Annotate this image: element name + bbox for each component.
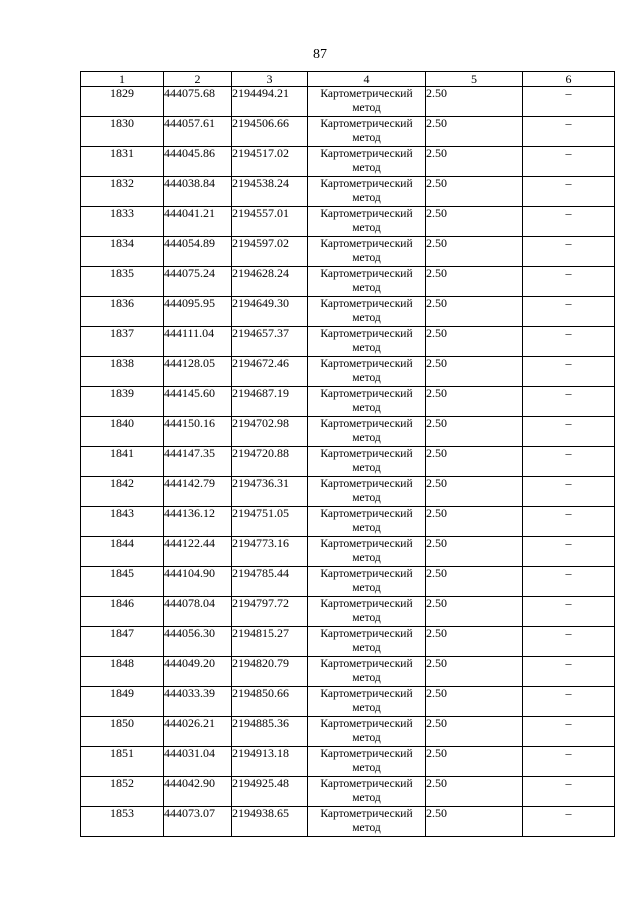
note-cell: – bbox=[523, 267, 615, 297]
y-coordinate-cell: 2194597.02 bbox=[232, 237, 308, 267]
note-cell: – bbox=[523, 537, 615, 567]
x-coordinate-cell: 444142.79 bbox=[164, 477, 232, 507]
note-cell: – bbox=[523, 687, 615, 717]
note-cell: – bbox=[523, 327, 615, 357]
table-row bbox=[81, 747, 615, 777]
note-cell: – bbox=[523, 87, 615, 117]
table-row bbox=[81, 267, 615, 297]
column-header: 3 bbox=[232, 72, 308, 87]
accuracy-cell: 2.50 bbox=[426, 747, 523, 777]
accuracy-cell: 2.50 bbox=[426, 567, 523, 597]
note-cell: – bbox=[523, 357, 615, 387]
point-number-cell: 1842 bbox=[81, 477, 164, 507]
method-cell: Картометрический метод bbox=[308, 387, 426, 417]
x-coordinate-cell: 444075.24 bbox=[164, 267, 232, 297]
note-cell: – bbox=[523, 807, 615, 837]
x-coordinate-cell: 444104.90 bbox=[164, 567, 232, 597]
note-cell: – bbox=[523, 207, 615, 237]
accuracy-cell: 2.50 bbox=[426, 87, 523, 117]
method-cell: Картометрический метод bbox=[308, 357, 426, 387]
table-row bbox=[81, 507, 615, 537]
table-row bbox=[81, 687, 615, 717]
x-coordinate-cell: 444122.44 bbox=[164, 537, 232, 567]
method-cell: Картометрический метод bbox=[308, 237, 426, 267]
x-coordinate-cell: 444042.90 bbox=[164, 777, 232, 807]
note-cell: – bbox=[523, 117, 615, 147]
table-row bbox=[81, 207, 615, 237]
x-coordinate-cell: 444095.95 bbox=[164, 297, 232, 327]
x-coordinate-cell: 444056.30 bbox=[164, 627, 232, 657]
x-coordinate-cell: 444073.07 bbox=[164, 807, 232, 837]
column-header: 1 bbox=[81, 72, 164, 87]
y-coordinate-cell: 2194702.98 bbox=[232, 417, 308, 447]
x-coordinate-cell: 444150.16 bbox=[164, 417, 232, 447]
point-number-cell: 1829 bbox=[81, 87, 164, 117]
point-number-cell: 1844 bbox=[81, 537, 164, 567]
y-coordinate-cell: 2194506.66 bbox=[232, 117, 308, 147]
y-coordinate-cell: 2194925.48 bbox=[232, 777, 308, 807]
y-coordinate-cell: 2194797.72 bbox=[232, 597, 308, 627]
method-cell: Картометрический метод bbox=[308, 117, 426, 147]
point-number-cell: 1850 bbox=[81, 717, 164, 747]
accuracy-cell: 2.50 bbox=[426, 537, 523, 567]
point-number-cell: 1841 bbox=[81, 447, 164, 477]
method-cell: Картометрический метод bbox=[308, 87, 426, 117]
note-cell: – bbox=[523, 747, 615, 777]
y-coordinate-cell: 2194913.18 bbox=[232, 747, 308, 777]
x-coordinate-cell: 444136.12 bbox=[164, 507, 232, 537]
table-row bbox=[81, 537, 615, 567]
column-header: 4 bbox=[308, 72, 426, 87]
x-coordinate-cell: 444026.21 bbox=[164, 717, 232, 747]
point-number-cell: 1843 bbox=[81, 507, 164, 537]
table-row bbox=[81, 147, 615, 177]
y-coordinate-cell: 2194938.65 bbox=[232, 807, 308, 837]
point-number-cell: 1838 bbox=[81, 357, 164, 387]
column-header: 2 bbox=[164, 72, 232, 87]
accuracy-cell: 2.50 bbox=[426, 207, 523, 237]
y-coordinate-cell: 2194736.31 bbox=[232, 477, 308, 507]
method-cell: Картометрический метод bbox=[308, 327, 426, 357]
accuracy-cell: 2.50 bbox=[426, 477, 523, 507]
column-header: 6 bbox=[523, 72, 615, 87]
note-cell: – bbox=[523, 297, 615, 327]
accuracy-cell: 2.50 bbox=[426, 447, 523, 477]
table-row bbox=[81, 627, 615, 657]
y-coordinate-cell: 2194628.24 bbox=[232, 267, 308, 297]
point-number-cell: 1833 bbox=[81, 207, 164, 237]
accuracy-cell: 2.50 bbox=[426, 237, 523, 267]
method-cell: Картометрический метод bbox=[308, 777, 426, 807]
y-coordinate-cell: 2194751.05 bbox=[232, 507, 308, 537]
page-number: 87 bbox=[313, 47, 327, 62]
accuracy-cell: 2.50 bbox=[426, 777, 523, 807]
note-cell: – bbox=[523, 777, 615, 807]
y-coordinate-cell: 2194494.21 bbox=[232, 87, 308, 117]
x-coordinate-cell: 444057.61 bbox=[164, 117, 232, 147]
note-cell: – bbox=[523, 447, 615, 477]
accuracy-cell: 2.50 bbox=[426, 717, 523, 747]
table-row bbox=[81, 117, 615, 147]
table-row bbox=[81, 387, 615, 417]
y-coordinate-cell: 2194785.44 bbox=[232, 567, 308, 597]
note-cell: – bbox=[523, 237, 615, 267]
point-number-cell: 1837 bbox=[81, 327, 164, 357]
point-number-cell: 1846 bbox=[81, 597, 164, 627]
table-row bbox=[81, 297, 615, 327]
column-header: 5 bbox=[426, 72, 523, 87]
table-row bbox=[81, 477, 615, 507]
method-cell: Картометрический метод bbox=[308, 267, 426, 297]
method-cell: Картометрический метод bbox=[308, 207, 426, 237]
table-row bbox=[81, 327, 615, 357]
coordinates-table bbox=[80, 71, 615, 837]
table-row bbox=[81, 777, 615, 807]
accuracy-cell: 2.50 bbox=[426, 177, 523, 207]
method-cell: Картометрический метод bbox=[308, 537, 426, 567]
y-coordinate-cell: 2194850.66 bbox=[232, 687, 308, 717]
y-coordinate-cell: 2194557.01 bbox=[232, 207, 308, 237]
point-number-cell: 1831 bbox=[81, 147, 164, 177]
method-cell: Картометрический метод bbox=[308, 477, 426, 507]
accuracy-cell: 2.50 bbox=[426, 417, 523, 447]
point-number-cell: 1852 bbox=[81, 777, 164, 807]
y-coordinate-cell: 2194538.24 bbox=[232, 177, 308, 207]
point-number-cell: 1832 bbox=[81, 177, 164, 207]
y-coordinate-cell: 2194885.36 bbox=[232, 717, 308, 747]
accuracy-cell: 2.50 bbox=[426, 507, 523, 537]
table-row bbox=[81, 357, 615, 387]
accuracy-cell: 2.50 bbox=[426, 687, 523, 717]
table-row bbox=[81, 597, 615, 627]
accuracy-cell: 2.50 bbox=[426, 147, 523, 177]
accuracy-cell: 2.50 bbox=[426, 357, 523, 387]
point-number-cell: 1840 bbox=[81, 417, 164, 447]
x-coordinate-cell: 444075.68 bbox=[164, 87, 232, 117]
y-coordinate-cell: 2194720.88 bbox=[232, 447, 308, 477]
x-coordinate-cell: 444054.89 bbox=[164, 237, 232, 267]
note-cell: – bbox=[523, 387, 615, 417]
table-row bbox=[81, 447, 615, 477]
method-cell: Картометрический метод bbox=[308, 417, 426, 447]
table-row bbox=[81, 567, 615, 597]
table-header-row bbox=[81, 72, 615, 87]
note-cell: – bbox=[523, 147, 615, 177]
point-number-cell: 1848 bbox=[81, 657, 164, 687]
table-row bbox=[81, 807, 615, 837]
accuracy-cell: 2.50 bbox=[426, 387, 523, 417]
point-number-cell: 1847 bbox=[81, 627, 164, 657]
x-coordinate-cell: 444031.04 bbox=[164, 747, 232, 777]
note-cell: – bbox=[523, 627, 615, 657]
point-number-cell: 1839 bbox=[81, 387, 164, 417]
method-cell: Картометрический метод bbox=[308, 657, 426, 687]
point-number-cell: 1834 bbox=[81, 237, 164, 267]
accuracy-cell: 2.50 bbox=[426, 597, 523, 627]
method-cell: Картометрический метод bbox=[308, 177, 426, 207]
x-coordinate-cell: 444111.04 bbox=[164, 327, 232, 357]
point-number-cell: 1845 bbox=[81, 567, 164, 597]
note-cell: – bbox=[523, 477, 615, 507]
x-coordinate-cell: 444147.35 bbox=[164, 447, 232, 477]
y-coordinate-cell: 2194517.02 bbox=[232, 147, 308, 177]
method-cell: Картометрический метод bbox=[308, 507, 426, 537]
method-cell: Картометрический метод bbox=[308, 747, 426, 777]
table-row bbox=[81, 657, 615, 687]
x-coordinate-cell: 444078.04 bbox=[164, 597, 232, 627]
x-coordinate-cell: 444041.21 bbox=[164, 207, 232, 237]
method-cell: Картометрический метод bbox=[308, 807, 426, 837]
method-cell: Картометрический метод bbox=[308, 597, 426, 627]
method-cell: Картометрический метод bbox=[308, 717, 426, 747]
table-row bbox=[81, 87, 615, 117]
x-coordinate-cell: 444128.05 bbox=[164, 357, 232, 387]
point-number-cell: 1853 bbox=[81, 807, 164, 837]
x-coordinate-cell: 444045.86 bbox=[164, 147, 232, 177]
accuracy-cell: 2.50 bbox=[426, 627, 523, 657]
x-coordinate-cell: 444145.60 bbox=[164, 387, 232, 417]
method-cell: Картометрический метод bbox=[308, 627, 426, 657]
point-number-cell: 1851 bbox=[81, 747, 164, 777]
y-coordinate-cell: 2194687.19 bbox=[232, 387, 308, 417]
note-cell: – bbox=[523, 597, 615, 627]
point-number-cell: 1836 bbox=[81, 297, 164, 327]
x-coordinate-cell: 444033.39 bbox=[164, 687, 232, 717]
method-cell: Картометрический метод bbox=[308, 447, 426, 477]
accuracy-cell: 2.50 bbox=[426, 117, 523, 147]
method-cell: Картометрический метод bbox=[308, 297, 426, 327]
note-cell: – bbox=[523, 177, 615, 207]
method-cell: Картометрический метод bbox=[308, 567, 426, 597]
note-cell: – bbox=[523, 507, 615, 537]
accuracy-cell: 2.50 bbox=[426, 807, 523, 837]
accuracy-cell: 2.50 bbox=[426, 297, 523, 327]
y-coordinate-cell: 2194820.79 bbox=[232, 657, 308, 687]
table-row bbox=[81, 177, 615, 207]
x-coordinate-cell: 444038.84 bbox=[164, 177, 232, 207]
y-coordinate-cell: 2194657.37 bbox=[232, 327, 308, 357]
point-number-cell: 1835 bbox=[81, 267, 164, 297]
point-number-cell: 1830 bbox=[81, 117, 164, 147]
accuracy-cell: 2.50 bbox=[426, 267, 523, 297]
note-cell: – bbox=[523, 657, 615, 687]
table-body bbox=[81, 87, 615, 837]
accuracy-cell: 2.50 bbox=[426, 657, 523, 687]
note-cell: – bbox=[523, 417, 615, 447]
table-row bbox=[81, 237, 615, 267]
note-cell: – bbox=[523, 717, 615, 747]
x-coordinate-cell: 444049.20 bbox=[164, 657, 232, 687]
y-coordinate-cell: 2194649.30 bbox=[232, 297, 308, 327]
y-coordinate-cell: 2194815.27 bbox=[232, 627, 308, 657]
y-coordinate-cell: 2194672.46 bbox=[232, 357, 308, 387]
note-cell: – bbox=[523, 567, 615, 597]
method-cell: Картометрический метод bbox=[308, 147, 426, 177]
accuracy-cell: 2.50 bbox=[426, 327, 523, 357]
table-row bbox=[81, 417, 615, 447]
table-row bbox=[81, 717, 615, 747]
method-cell: Картометрический метод bbox=[308, 687, 426, 717]
point-number-cell: 1849 bbox=[81, 687, 164, 717]
y-coordinate-cell: 2194773.16 bbox=[232, 537, 308, 567]
